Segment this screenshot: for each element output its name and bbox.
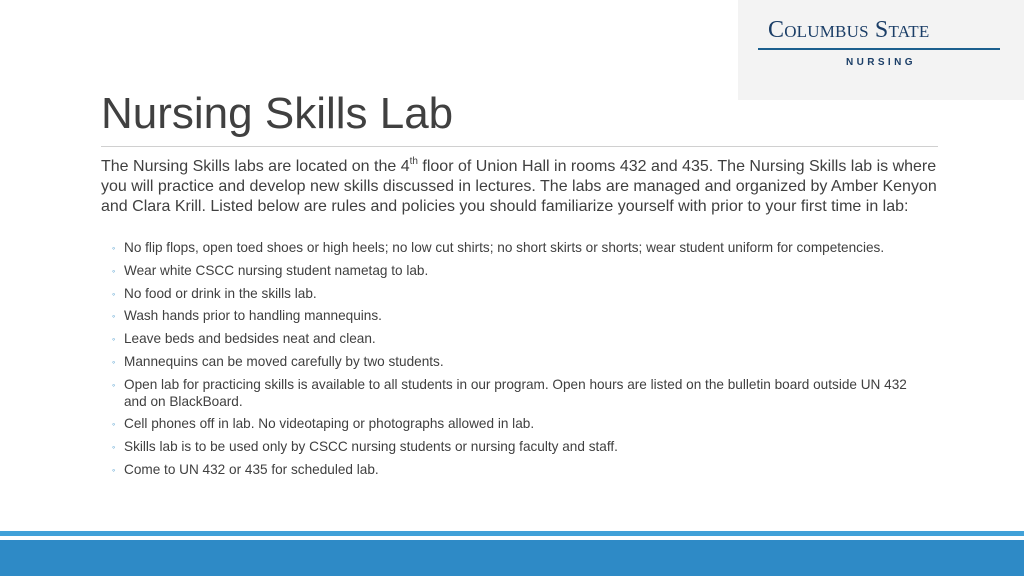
list-item [112, 240, 942, 257]
bullet-icon: ◦ [112, 464, 116, 475]
logo-panel [738, 0, 1024, 100]
rule-text: Skills lab is to be used only by CSCC nursing students or nursing faculty and staff. [124, 439, 618, 455]
list-item [112, 462, 942, 479]
logo-subtitle: NURSING [846, 57, 916, 68]
rule-text: Wash hands prior to handling mannequins. [124, 308, 382, 324]
list-item [112, 286, 942, 303]
intro-paragraph [101, 157, 951, 216]
bullet-icon: ◦ [112, 419, 116, 430]
rule-text: Wear white CSCC nursing student nametag to lab. [124, 262, 429, 278]
rules-list [112, 240, 942, 485]
rule-text: Mannequins can be moved carefully by two students. [124, 353, 444, 369]
list-item [112, 439, 942, 456]
title-divider [101, 146, 938, 147]
intro-text-start: The Nursing Skills labs are located on the 4 [101, 158, 410, 175]
logo-wordmark: Columbus State [768, 17, 930, 43]
intro-text-rest: floor of Union Hall in rooms 432 and 435. The Nursing Skills lab is where you will practice and develop new skills discussed in lectures. The labs are managed and organized by Amber Kenyon and Clara Krill. Listed below are rules and policies you should familiarize yourself with prior to your first time in lab: [101, 158, 937, 215]
bullet-icon: ◦ [112, 311, 116, 322]
logo-divider [758, 48, 1000, 50]
bullet-icon: ◦ [112, 334, 116, 345]
bullet-icon: ◦ [112, 243, 116, 253]
rule-text: Cell phones off in lab. No videotaping or photographs allowed in lab. [124, 416, 535, 432]
list-item [112, 416, 942, 433]
bullet-icon: ◦ [112, 288, 116, 299]
footer-band [0, 540, 1024, 576]
rule-text: No flip flops, open toed shoes or high heels; no low cut shirts; no short skirts or shorts; wear student uniform for competencies. [124, 240, 885, 255]
page-title: Nursing Skills Lab [101, 89, 454, 138]
list-item [112, 377, 942, 411]
rule-text: Open lab for practicing skills is available to all students in our program. Open hours are listed on the bulletin board outside UN 432 and on BlackBoard. [124, 376, 907, 409]
list-item [112, 331, 942, 348]
rule-text: No food or drink in the skills lab. [124, 285, 317, 301]
rule-text: Come to UN 432 or 435 for scheduled lab. [124, 461, 379, 477]
rule-text: Leave beds and bedsides neat and clean. [124, 331, 376, 347]
footer-accent-line [0, 531, 1024, 536]
bullet-icon: ◦ [112, 379, 116, 390]
bullet-icon: ◦ [112, 265, 116, 276]
bullet-icon: ◦ [112, 356, 116, 367]
list-item [112, 308, 942, 325]
list-item [112, 263, 942, 280]
bullet-icon: ◦ [112, 442, 116, 453]
list-item [112, 354, 942, 371]
intro-superscript: th [409, 155, 418, 167]
